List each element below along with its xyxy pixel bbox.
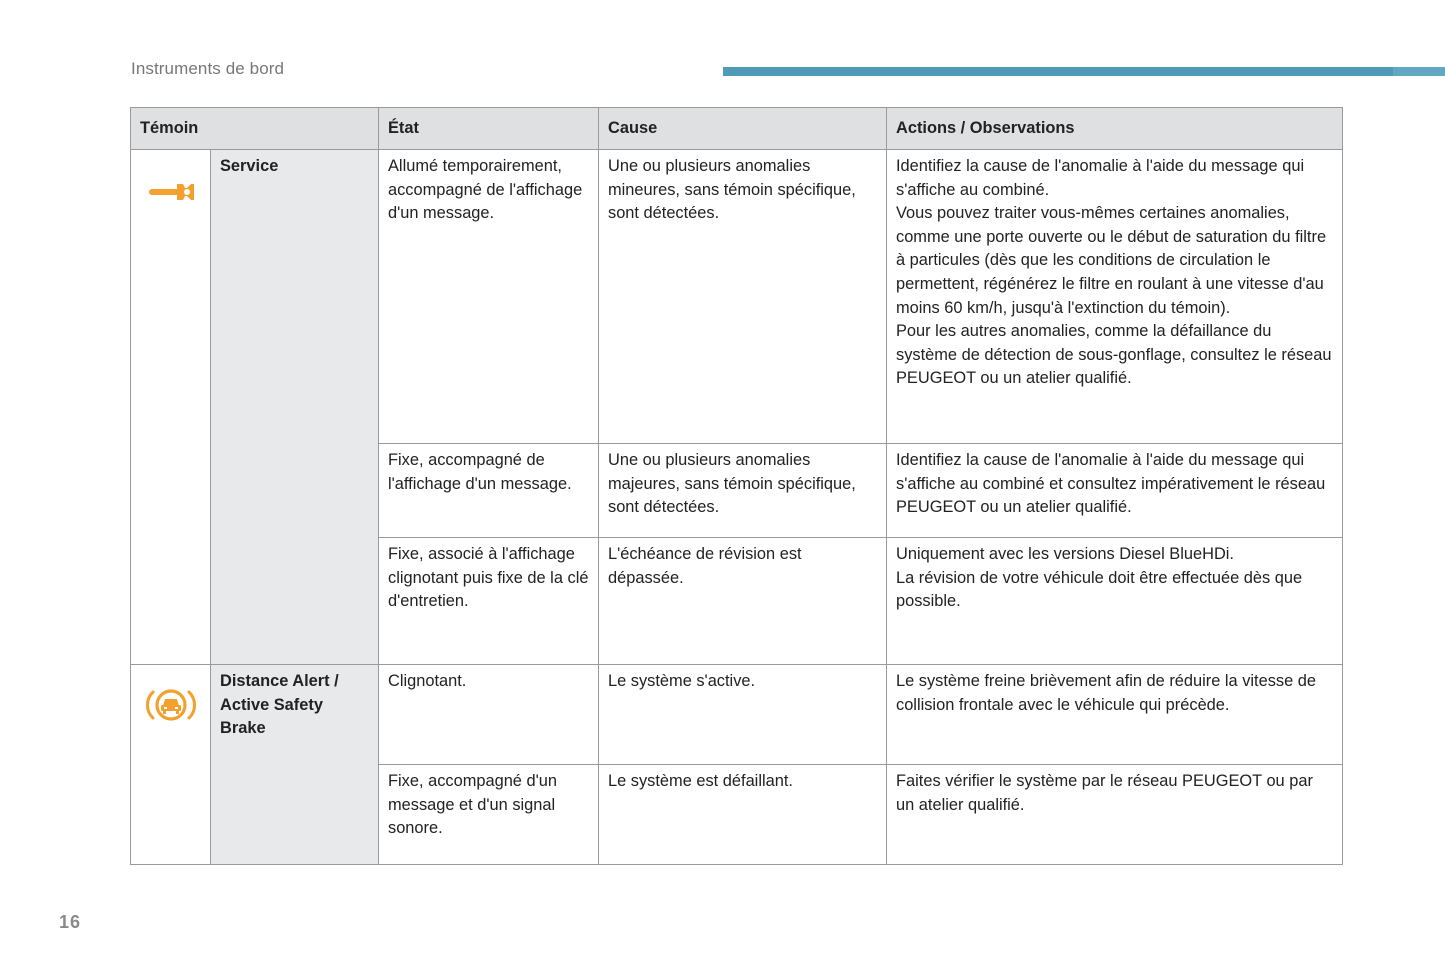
action-line: Faites vérifier le système par le réseau PEUGEOT ou par un atelier qualifié.: [896, 772, 1313, 814]
table-row: [131, 150, 1343, 444]
cause-cell: Une ou plusieurs anomalies mineures, sans témoin spécifique, sont détectées.: [599, 150, 887, 444]
cause-cell: L'échéance de révision est dépassée.: [599, 538, 887, 665]
section-title: Instruments de bord: [131, 59, 285, 78]
action-line: Vous pouvez traiter vous-mêmes certaines anomalies, comme une porte ouverte ou le début de saturation du filtre à particules (dès que les conditions de circulation le permettent, régénérez le filtre en roulant à une vitesse d'au moins 60 km/h, jusqu'à l'extinction du témoin).: [896, 204, 1327, 317]
column-header-etat: État: [379, 108, 599, 150]
actions-cell: [887, 444, 1343, 538]
etat-cell: Fixe, associé à l'affichage clignotant puis fixe de la clé d'entretien.: [379, 538, 599, 665]
wrench-icon: [147, 181, 195, 203]
column-header-temoin: Témoin: [131, 108, 379, 150]
page-number: 16: [59, 912, 82, 932]
table-header-row: [131, 108, 1343, 150]
column-header-cause: Cause: [599, 108, 887, 150]
actions-cell: [887, 765, 1343, 865]
brake-icon-cell: [131, 665, 211, 865]
warning-lights-table: [130, 107, 1343, 865]
action-line: Le système freine brièvement afin de réduire la vitesse de collision frontale avec le véhicule qui précède.: [896, 672, 1317, 714]
cause-cell: Le système s'active.: [599, 665, 887, 765]
etat-cell: Allumé temporairement, accompagné de l'affichage d'un message.: [379, 150, 599, 444]
actions-cell: [887, 665, 1343, 765]
etat-cell: Fixe, accompagné d'un message et d'un signal sonore.: [379, 765, 599, 865]
action-line: Pour les autres anomalies, comme la défaillance du système de détection de sous-gonflage, consultez le réseau PEUGEOT ou un atelier qualifié.: [896, 322, 1332, 388]
table-row: [131, 665, 1343, 765]
action-line: La révision de votre véhicule doit être effectuée dès que possible.: [896, 568, 1303, 611]
collision-brake-icon: [143, 684, 199, 726]
cause-cell: Une ou plusieurs anomalies majeures, sans témoin spécifique, sont détectées.: [599, 444, 887, 538]
actions-cell: [887, 150, 1343, 444]
actions-cell: [887, 538, 1343, 665]
action-line: Uniquement avec les versions Diesel BlueHDi.: [896, 545, 1234, 563]
action-line: Identifiez la cause de l'anomalie à l'aide du message qui s'affiche au combiné.: [896, 157, 1305, 199]
distance-alert-name: Distance Alert / Active Safety Brake: [211, 665, 379, 865]
etat-cell: Fixe, accompagné de l'affichage d'un message.: [379, 444, 599, 538]
etat-cell: Clignotant.: [379, 665, 599, 765]
column-header-actions: Actions / Observations: [887, 108, 1343, 150]
service-icon-cell: [131, 150, 211, 665]
header-accent-bar: [723, 67, 1445, 76]
action-line: Identifiez la cause de l'anomalie à l'aide du message qui s'affiche au combiné et consultez impérativement le réseau PEUGEOT ou un atelier qualifié.: [896, 451, 1326, 517]
service-name: Service: [211, 150, 379, 665]
cause-cell: Le système est défaillant.: [599, 765, 887, 865]
